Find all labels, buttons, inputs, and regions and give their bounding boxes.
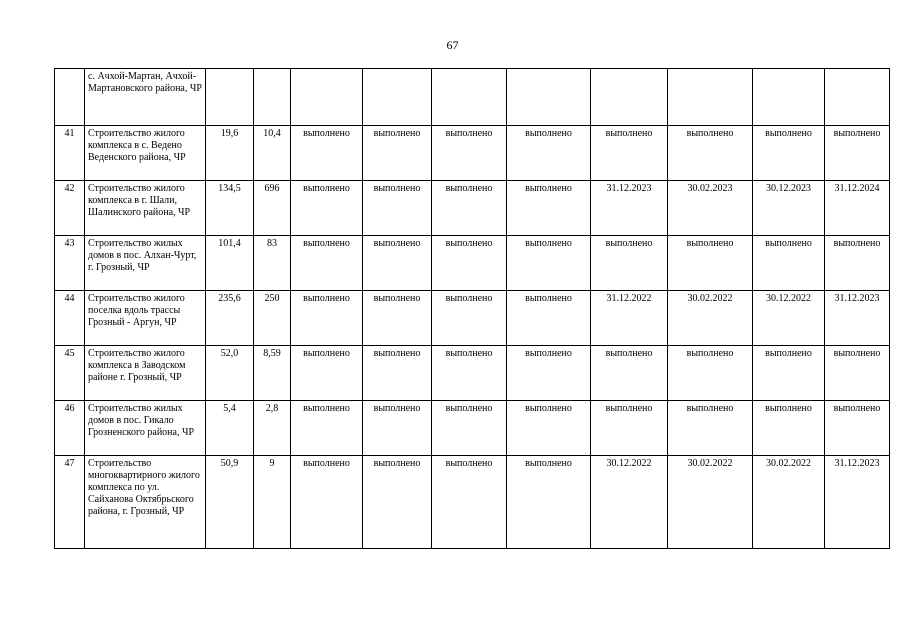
- value-2-cell: 10,4: [254, 126, 291, 181]
- status-cell: выполнено: [825, 236, 890, 291]
- status-cell: [668, 69, 753, 126]
- value-1-cell: 235,6: [206, 291, 254, 346]
- status-cell: выполнено: [291, 401, 363, 456]
- status-cell: [432, 69, 507, 126]
- status-cell: выполнено: [363, 181, 432, 236]
- status-cell: выполнено: [291, 181, 363, 236]
- object-name-cell: Строительство жилых домов в пос. Алхан-Чурт, г. Грозный, ЧР: [85, 236, 206, 291]
- status-cell: выполнено: [507, 401, 591, 456]
- row-number-cell: 46: [55, 401, 85, 456]
- object-name-cell: Строительство жилого поселка вдоль трассы Грозный - Аргун, ЧР: [85, 291, 206, 346]
- status-cell: выполнено: [432, 456, 507, 549]
- status-cell: 30.02.2022: [668, 291, 753, 346]
- status-cell: выполнено: [668, 346, 753, 401]
- status-cell: выполнено: [432, 291, 507, 346]
- object-name-cell: Строительство жилого комплекса в с. Ведено Веденского района, ЧР: [85, 126, 206, 181]
- status-cell: выполнено: [591, 346, 668, 401]
- status-cell: выполнено: [753, 126, 825, 181]
- status-cell: выполнено: [363, 126, 432, 181]
- status-cell: выполнено: [363, 456, 432, 549]
- object-name-cell: Строительство многоквартирного жилого комплекса по ул. Сайханова Октябрьского района, г. Грозный, ЧР: [85, 456, 206, 549]
- status-cell: выполнено: [291, 126, 363, 181]
- table-row: [55, 236, 890, 291]
- status-cell: [753, 69, 825, 126]
- object-name-cell: Строительство жилого комплекса в г. Шали, Шалинского района, ЧР: [85, 181, 206, 236]
- status-cell: выполнено: [753, 401, 825, 456]
- status-cell: 31.12.2023: [825, 456, 890, 549]
- row-number-cell: 44: [55, 291, 85, 346]
- table-row: [55, 346, 890, 401]
- status-cell: выполнено: [291, 236, 363, 291]
- row-number-cell: 45: [55, 346, 85, 401]
- status-cell: выполнено: [432, 346, 507, 401]
- status-cell: выполнено: [363, 346, 432, 401]
- value-1-cell: 50,9: [206, 456, 254, 549]
- value-1-cell: 101,4: [206, 236, 254, 291]
- status-cell: 30.02.2023: [668, 181, 753, 236]
- table-row: [55, 456, 890, 549]
- row-number-cell: 42: [55, 181, 85, 236]
- value-2-cell: 83: [254, 236, 291, 291]
- row-number-cell: 41: [55, 126, 85, 181]
- status-cell: [591, 69, 668, 126]
- status-cell: 30.12.2022: [753, 291, 825, 346]
- status-cell: [507, 69, 591, 126]
- value-2-cell: 2,8: [254, 401, 291, 456]
- status-cell: [825, 69, 890, 126]
- status-cell: выполнено: [432, 126, 507, 181]
- status-cell: [291, 69, 363, 126]
- value-1-cell: [206, 69, 254, 126]
- value-1-cell: 134,5: [206, 181, 254, 236]
- object-name-cell: с. Ачхой-Мартан, Ачхой-Мартановского района, ЧР: [85, 69, 206, 126]
- value-1-cell: 19,6: [206, 126, 254, 181]
- value-2-cell: 9: [254, 456, 291, 549]
- status-cell: 31.12.2023: [825, 291, 890, 346]
- value-2-cell: [254, 69, 291, 126]
- status-cell: 31.12.2024: [825, 181, 890, 236]
- object-name-cell: Строительство жилого комплекса в Заводском районе г. Грозный, ЧР: [85, 346, 206, 401]
- status-cell: 30.12.2022: [591, 456, 668, 549]
- row-number-cell: [55, 69, 85, 126]
- status-cell: выполнено: [432, 401, 507, 456]
- value-2-cell: 696: [254, 181, 291, 236]
- status-cell: выполнено: [363, 401, 432, 456]
- status-cell: [363, 69, 432, 126]
- table-row: [55, 181, 890, 236]
- table-row: [55, 291, 890, 346]
- status-cell: выполнено: [825, 346, 890, 401]
- status-cell: выполнено: [825, 401, 890, 456]
- page-number: 67: [446, 38, 459, 52]
- status-cell: выполнено: [507, 126, 591, 181]
- status-cell: выполнено: [291, 456, 363, 549]
- table-row: [55, 69, 890, 126]
- status-cell: 30.02.2022: [753, 456, 825, 549]
- status-cell: выполнено: [753, 236, 825, 291]
- value-1-cell: 5,4: [206, 401, 254, 456]
- status-cell: 30.02.2022: [668, 456, 753, 549]
- status-cell: выполнено: [668, 236, 753, 291]
- status-cell: 31.12.2023: [591, 181, 668, 236]
- status-cell: выполнено: [363, 291, 432, 346]
- row-number-cell: 47: [55, 456, 85, 549]
- construction-schedule-table: [54, 68, 890, 549]
- value-1-cell: 52,0: [206, 346, 254, 401]
- status-cell: выполнено: [507, 236, 591, 291]
- table-row: [55, 401, 890, 456]
- status-cell: выполнено: [507, 456, 591, 549]
- row-number-cell: 43: [55, 236, 85, 291]
- status-cell: выполнено: [432, 181, 507, 236]
- object-name-cell: Строительство жилых домов в пос. Гикало Грозненского района, ЧР: [85, 401, 206, 456]
- value-2-cell: 8,59: [254, 346, 291, 401]
- status-cell: выполнено: [591, 236, 668, 291]
- status-cell: выполнено: [291, 291, 363, 346]
- status-cell: 30.12.2023: [753, 181, 825, 236]
- status-cell: выполнено: [825, 126, 890, 181]
- table-body: [55, 69, 890, 549]
- status-cell: выполнено: [668, 401, 753, 456]
- status-cell: выполнено: [432, 236, 507, 291]
- status-cell: 31.12.2022: [591, 291, 668, 346]
- status-cell: выполнено: [507, 291, 591, 346]
- status-cell: выполнено: [591, 126, 668, 181]
- status-cell: выполнено: [291, 346, 363, 401]
- value-2-cell: 250: [254, 291, 291, 346]
- status-cell: выполнено: [363, 236, 432, 291]
- status-cell: выполнено: [591, 401, 668, 456]
- status-cell: выполнено: [668, 126, 753, 181]
- status-cell: выполнено: [507, 181, 591, 236]
- table-row: [55, 126, 890, 181]
- status-cell: выполнено: [753, 346, 825, 401]
- status-cell: выполнено: [507, 346, 591, 401]
